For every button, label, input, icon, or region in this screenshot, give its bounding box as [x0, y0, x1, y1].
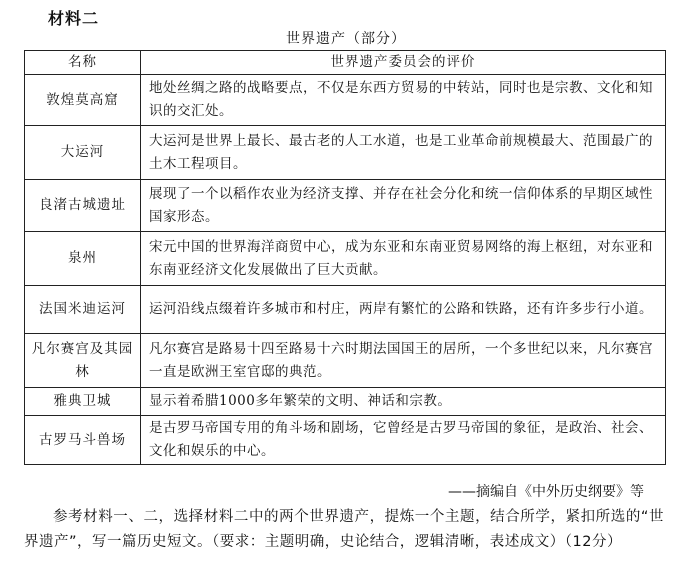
heritage-evaluation: 宋元中国的世界海洋商贸中心，成为东亚和东南亚贸易网络的海上枢纽，对东亚和东南亚经济文化发展做出了巨大贡献。	[141, 232, 666, 286]
heritage-evaluation: 地处丝绸之路的战略要点，不仅是东西方贸易的中转站，同时也是宗教、文化和知识的交汇处。	[141, 75, 666, 126]
heritage-name: 大运河	[25, 126, 141, 180]
heritage-evaluation: 运河沿线点缀着许多城市和村庄，两岸有繁忙的公路和铁路，还有许多步行小道。	[141, 286, 666, 334]
heritage-evaluation: 大运河是世界上最长、最古老的人工水道，也是工业革命前规模最大、范围最广的土木工程项目。	[141, 126, 666, 180]
question-prompt: 参考材料一、二，选择材料二中的两个世界遗产，提炼一个主题，结合所学，紧扣所选的“世界遗产”，写一篇历史短文。（要求：主题明确，史论结合，逻辑清晰，表述成文）（12分）	[24, 509, 664, 550]
heritage-name: 敦煌莫高窟	[25, 75, 141, 126]
table-row	[25, 75, 666, 126]
table-header-row	[25, 51, 666, 75]
table-caption: 世界遗产（部分）	[286, 31, 406, 47]
heritage-evaluation: 显示着希腊1000多年繁荣的文明、神话和宗教。	[141, 388, 666, 416]
heritage-name: 雅典卫城	[25, 388, 141, 416]
source-citation: ——摘编自《中外历史纲要》等	[448, 484, 644, 500]
heritage-evaluation: 是古罗马帝国专用的角斗场和剧场，它曾经是古罗马帝国的象征，是政治、社会、文化和娱乐的中心。	[141, 416, 666, 465]
table-row	[25, 286, 666, 334]
heritage-table	[24, 50, 666, 465]
header-evaluation: 世界遗产委员会的评价	[141, 51, 666, 75]
heritage-evaluation: 展现了一个以稻作农业为经济支撑、并存在社会分化和统一信仰体系的早期区域性国家形态。	[141, 180, 666, 232]
table-row	[25, 416, 666, 465]
section-title: 材料二	[48, 9, 100, 28]
heritage-name: 泉州	[25, 232, 141, 286]
table-row	[25, 126, 666, 180]
heritage-name: 凡尔赛宫及其园林	[25, 334, 141, 388]
heritage-name: 法国米迪运河	[25, 286, 141, 334]
table-row	[25, 334, 666, 388]
table-row	[25, 388, 666, 416]
table-row	[25, 232, 666, 286]
heritage-name: 古罗马斗兽场	[25, 416, 141, 465]
header-name: 名称	[25, 51, 141, 75]
heritage-evaluation: 凡尔赛宫是路易十四至路易十六时期法国国王的居所，一个多世纪以来，凡尔赛宫一直是欧洲王室官邸的典范。	[141, 334, 666, 388]
table-row	[25, 180, 666, 232]
heritage-name: 良渚古城遗址	[25, 180, 141, 232]
